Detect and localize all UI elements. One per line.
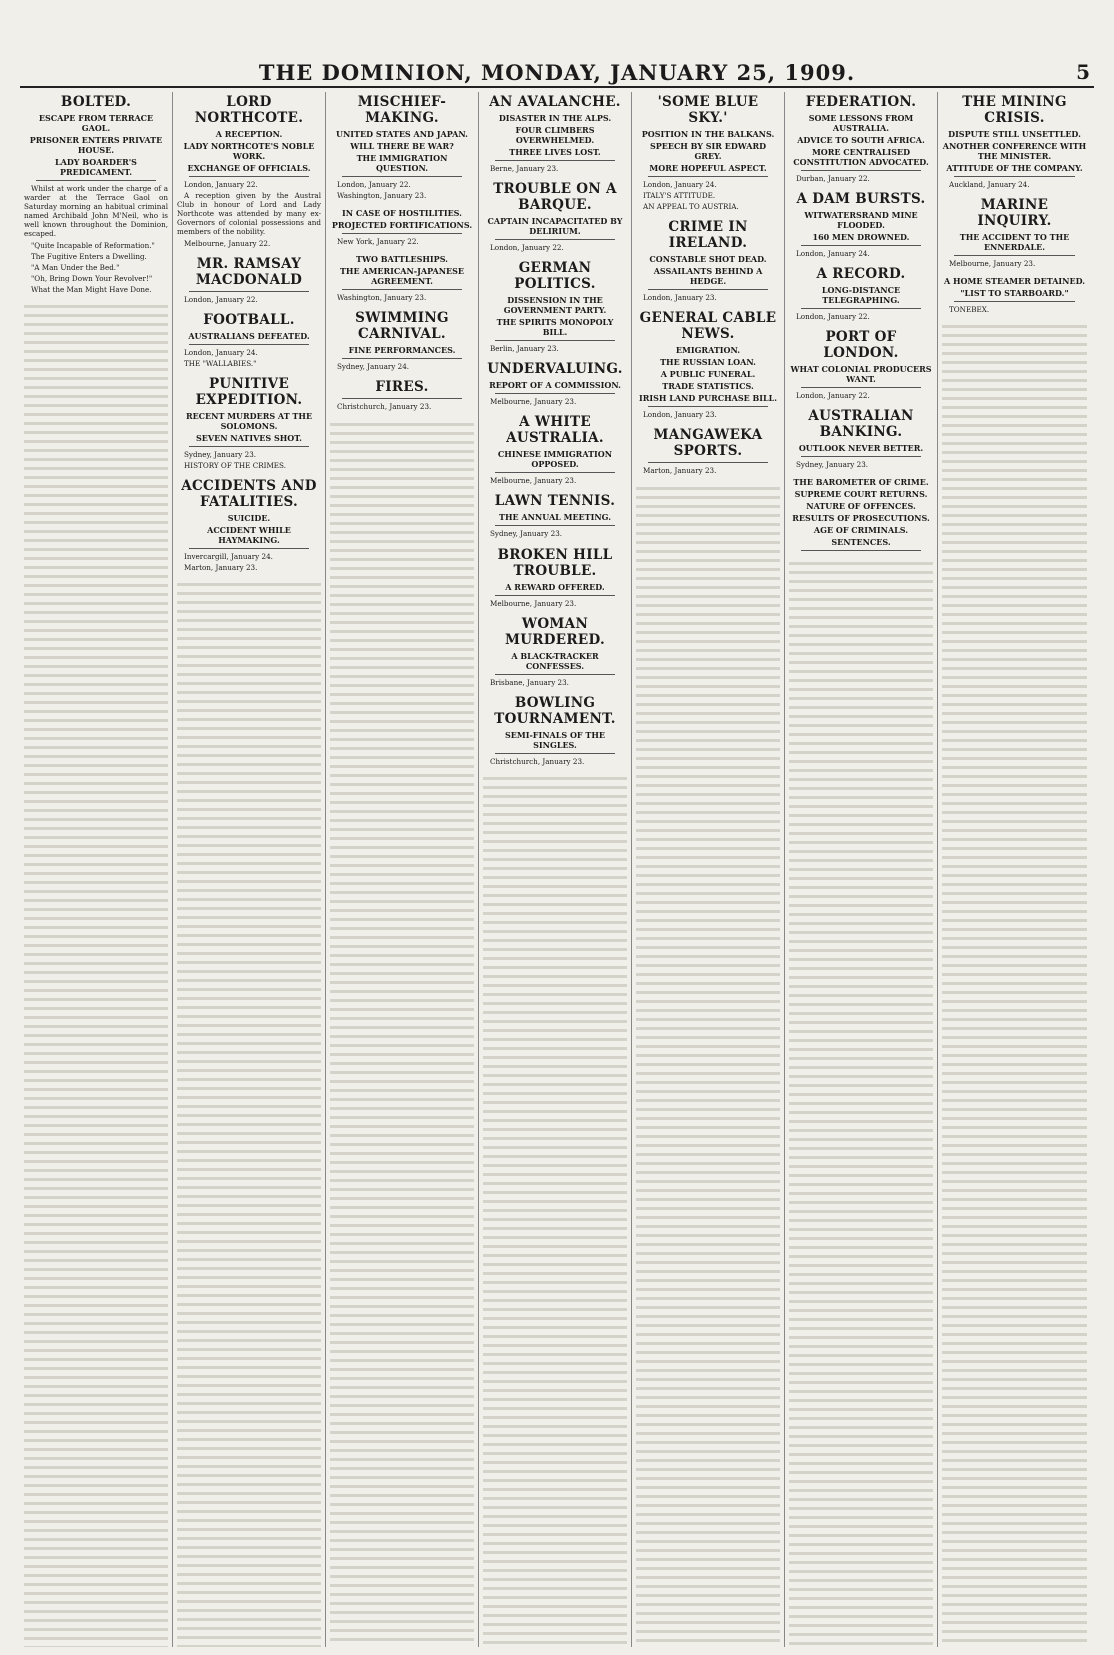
article-paragraph: London, January 24.: [796, 249, 870, 259]
article-subheading: AGE OF CRIMINALS.: [813, 525, 909, 536]
article-subheading: THE ANNUAL MEETING.: [499, 512, 611, 523]
divider: [801, 170, 921, 171]
divider: [954, 301, 1075, 302]
article-headline: MANGAWEKA SPORTS.: [653, 427, 763, 460]
divider: [648, 176, 768, 177]
article-paragraph: Sydney, January 24.: [337, 362, 410, 372]
article-subheading: FINE PERFORMANCES.: [348, 345, 456, 356]
article-subheading: THE IMMIGRATION QUESTION.: [356, 153, 448, 173]
article-headline: 'SOME BLUE SKY.': [657, 94, 759, 126]
article-subheading: DISASTER IN THE ALPS.: [498, 113, 612, 123]
divider: [648, 462, 768, 463]
article-headline: TROUBLE ON A BARQUE.: [493, 181, 617, 214]
article-subheading: ASSAILANTS BEHIND A HEDGE.: [653, 266, 763, 287]
article-subheading: EXCHANGE OF OFFICIALS.: [187, 163, 311, 173]
article-paragraph: Marton, January 23.: [643, 466, 717, 476]
article-headline: CRIME IN IRELAND.: [668, 219, 748, 252]
article-paragraph: London, January 22.: [796, 312, 870, 322]
article: [483, 616, 627, 687]
article: [789, 477, 933, 551]
article-subheading: ESCAPE FROM TERRACE GAOL.: [38, 113, 154, 133]
article: [177, 312, 321, 368]
article-subheading: UNITED STATES AND JAPAN.: [336, 129, 468, 139]
article: [483, 361, 627, 406]
article: [483, 181, 627, 252]
article-subheading: ACCIDENT WHILE HAYMAKING.: [207, 525, 291, 546]
article-subheading: DISPUTE STILL UNSETTLED.: [948, 129, 1081, 139]
article-paragraph: Washington, January 23.: [337, 191, 427, 201]
article: [636, 94, 780, 211]
article-paragraph: Melbourne, January 23.: [490, 397, 577, 407]
article-headline: MARINE INQUIRY.: [977, 197, 1052, 230]
divider: [36, 180, 156, 181]
article-subheading: THE RUSSIAN LOAN.: [660, 357, 756, 368]
article-subheading: ATTITUDE OF THE COMPANY.: [946, 163, 1083, 173]
divider: [495, 472, 615, 473]
article-headline: PORT OF LONDON.: [823, 329, 899, 362]
article-subheading: NATURE OF OFFENCES.: [806, 501, 916, 512]
article-paragraph: What the Man Might Have Done.: [31, 284, 152, 294]
article-headline: PUNITIVE EXPEDITION.: [195, 375, 303, 408]
divider: [495, 340, 615, 341]
divider: [954, 255, 1075, 256]
article-paragraph: Marton, January 23.: [184, 563, 258, 573]
article-subheading: WITWATERSRAND MINE FLOODED.: [804, 210, 918, 231]
article-subheading: OUTLOOK NEVER BETTER.: [798, 443, 924, 454]
divider: [801, 387, 921, 388]
article-paragraph: HISTORY OF THE CRIMES.: [184, 461, 287, 471]
article-paragraph: Auckland, January 24.: [949, 180, 1030, 189]
article: [177, 94, 321, 248]
article-subheading: ADVICE TO SOUTH AFRICA.: [797, 135, 925, 145]
divider: [648, 289, 768, 290]
article-paragraph: London, January 24.: [184, 347, 258, 357]
article: [24, 94, 168, 294]
article-subheading: MORE CENTRALISED CONSTITUTION ADVOCATED.: [793, 147, 929, 167]
divider: [954, 176, 1075, 177]
article-subheading: CONSTABLE SHOT DEAD.: [649, 254, 767, 265]
article-subheading: DISSENSION IN THE GOVERNMENT PARTY.: [503, 295, 607, 316]
article-headline: ACCIDENTS AND FATALITIES.: [181, 478, 317, 511]
article: [483, 547, 627, 608]
divider: [189, 548, 309, 549]
article-headline: GERMAN POLITICS.: [514, 260, 596, 293]
article-paragraph: A reception given by the Austral Club in honour of Lord and Lady Northcote was attended by many ex-Governors of colonial possessions and members of the nobility.: [177, 191, 321, 237]
article-subheading: RESULTS OF PROSECUTIONS.: [792, 513, 930, 524]
article: [483, 695, 627, 766]
divider: [801, 550, 921, 551]
article-subheading: REPORT OF A COMMISSION.: [489, 380, 621, 391]
article-paragraph: "Oh, Bring Down Your Revolver!": [31, 273, 153, 283]
article-subheading: "LIST TO STARBOARD.": [960, 288, 1069, 299]
article-headline: A RECORD.: [816, 266, 906, 283]
article-headline: FIRES.: [375, 379, 429, 396]
article-headline: A DAM BURSTS.: [796, 191, 926, 208]
article-headline: A WHITE AUSTRALIA.: [506, 414, 604, 447]
article-paragraph: "A Man Under the Bed.": [31, 262, 120, 272]
article-paragraph: ITALY'S ATTITUDE.: [643, 191, 716, 201]
article-subheading: EMIGRATION.: [675, 345, 741, 356]
article-paragraph: London, January 22.: [337, 180, 411, 189]
column-4: [479, 92, 632, 1647]
article-subheading: A HOME STEAMER DETAINED.: [943, 276, 1086, 287]
article-subheading: A RECEPTION.: [215, 129, 283, 139]
divider: [342, 358, 462, 359]
body-text-block: [789, 559, 933, 1647]
body-text-block: [483, 774, 627, 1647]
divider: [495, 239, 615, 240]
article: [942, 276, 1087, 314]
article-subheading: WHAT COLONIAL PRODUCERS WANT.: [790, 364, 932, 385]
body-text-block: [636, 484, 780, 1647]
article-paragraph: Melbourne, January 23.: [949, 259, 1036, 269]
article-headline: UNDERVALUING.: [487, 361, 623, 378]
column-2: [173, 92, 326, 1647]
article-paragraph: London, January 22.: [184, 294, 258, 304]
article-headline: WOMAN MURDERED.: [504, 615, 606, 648]
column-6: [785, 92, 938, 1647]
article-paragraph: London, January 23.: [643, 410, 717, 420]
article: [636, 427, 780, 475]
masthead: [20, 58, 1094, 88]
article: [483, 493, 627, 538]
article-subheading: IRISH LAND PURCHASE BILL.: [638, 393, 778, 404]
article-subheading: FOUR CLIMBERS OVERWHELMED.: [515, 125, 595, 145]
article: [330, 254, 474, 302]
divider: [495, 753, 615, 754]
divider: [189, 291, 309, 292]
article-paragraph: TONEBEX.: [949, 305, 990, 315]
divider: [342, 176, 462, 177]
article-headline: GENERAL CABLE NEWS.: [639, 310, 777, 343]
article-paragraph: London, January 23.: [643, 293, 717, 303]
column-7: [938, 92, 1091, 1647]
article-paragraph: Sydney, January 23.: [796, 460, 869, 470]
article-subheading: POSITION IN THE BALKANS.: [641, 129, 775, 139]
article-paragraph: Whilst at work under the charge of a warder at the Terrace Gaol on Saturday morning an habitual criminal named Archibald John M'Neil, who is well known throughout the Dominion, escaped.: [24, 184, 168, 239]
article-subheading: PROJECTED FORTIFICATIONS.: [331, 220, 473, 231]
article-subheading: SUICIDE.: [227, 513, 271, 524]
article-subheading: SPEECH BY SIR EDWARD GREY.: [649, 141, 767, 161]
article-subheading: CHINESE IMMIGRATION OPPOSED.: [497, 449, 613, 470]
article: [789, 94, 933, 183]
article-subheading: MORE HOPEFUL ASPECT.: [649, 163, 767, 173]
article: [789, 329, 933, 400]
article-paragraph: "Quite Incapable of Reformation.": [31, 240, 155, 250]
article-paragraph: Sydney, January 23.: [184, 449, 257, 459]
article-subheading: THE AMERICAN-JAPANESE AGREEMENT.: [339, 266, 465, 287]
article-headline: BOLTED.: [60, 94, 132, 110]
page-number: 5: [1076, 60, 1090, 84]
article-subheading: PRISONER ENTERS PRIVATE HOUSE.: [29, 135, 163, 155]
article-headline: MR. RAMSAY MACDONALD: [195, 255, 303, 288]
divider: [189, 446, 309, 447]
article: [177, 478, 321, 572]
article-headline: THE MINING CRISIS.: [962, 94, 1067, 126]
divider: [342, 233, 462, 234]
article: [942, 94, 1087, 189]
article-subheading: SOME LESSONS FROM AUSTRALIA.: [808, 113, 914, 133]
divider: [495, 393, 615, 394]
article: [483, 414, 627, 485]
article-paragraph: Christchurch, January 23.: [490, 756, 585, 766]
article-headline: FEDERATION.: [805, 94, 917, 110]
article-subheading: CAPTAIN INCAPACITATED BY DELIRIUM.: [487, 216, 623, 237]
article-paragraph: Berne, January 23.: [490, 164, 559, 173]
article-headline: LORD NORTHCOTE.: [194, 94, 304, 126]
article-subheading: SUPREME COURT RETURNS.: [794, 489, 928, 500]
article-subheading: A REWARD OFFERED.: [505, 581, 605, 592]
divider: [342, 398, 462, 399]
article: [330, 94, 474, 200]
article-paragraph: Durban, January 22.: [796, 174, 870, 183]
article-headline: BROKEN HILL TROUBLE.: [497, 546, 613, 579]
article: [789, 408, 933, 469]
column-3: [326, 92, 479, 1647]
article-paragraph: Invercargill, January 24.: [184, 552, 273, 562]
article: [483, 94, 627, 173]
page-title: THE DOMINION, MONDAY, JANUARY 25, 1909.: [258, 60, 856, 85]
article: [789, 191, 933, 258]
article-subheading: RECENT MURDERS AT THE SOLOMONS.: [185, 410, 313, 431]
article-subheading: SENTENCES.: [831, 537, 891, 548]
article: [483, 260, 627, 353]
article-headline: AUSTRALIAN BANKING.: [808, 408, 914, 441]
article-paragraph: New York, January 22.: [337, 237, 419, 247]
article-subheading: THE ACCIDENT TO THE ENNERDALE.: [959, 232, 1070, 253]
body-text-block: [330, 420, 474, 1647]
article-headline: BOWLING TOURNAMENT.: [494, 694, 616, 727]
article-subheading: TWO BATTLESHIPS.: [356, 254, 448, 265]
divider: [648, 406, 768, 407]
column-1: [20, 92, 173, 1647]
article-subheading: IN CASE OF HOSTILITIES.: [342, 208, 462, 219]
article-subheading: LONG-DISTANCE TELEGRAPHING.: [821, 285, 901, 306]
news-columns: [20, 92, 1094, 1647]
article-subheading: WILL THERE BE WAR?: [350, 141, 454, 151]
article-paragraph: Melbourne, January 23.: [490, 476, 577, 486]
divider: [801, 308, 921, 309]
article-paragraph: London, January 24.: [643, 180, 717, 189]
divider: [801, 245, 921, 246]
article-subheading: 160 MEN DROWNED.: [812, 232, 910, 243]
article: [942, 197, 1087, 268]
article-paragraph: London, January 22.: [796, 391, 870, 401]
article-subheading: A PUBLIC FUNERAL.: [660, 369, 756, 380]
article-subheading: ANOTHER CONFERENCE WITH THE MINISTER.: [942, 141, 1087, 161]
article-subheading: A BLACK-TRACKER CONFESSES.: [511, 650, 599, 671]
divider: [495, 525, 615, 526]
article-paragraph: Brisbane, January 23.: [490, 677, 569, 687]
article-paragraph: AN APPEAL TO AUSTRIA.: [643, 202, 739, 212]
article-paragraph: London, January 22.: [490, 243, 564, 253]
article-paragraph: Washington, January 23.: [337, 293, 427, 303]
article-subheading: LADY BOARDER'S PREDICAMENT.: [55, 157, 137, 177]
article-paragraph: Christchurch, January 23.: [337, 402, 432, 412]
article-subheading: LADY NORTHCOTE'S NOBLE WORK.: [183, 141, 315, 161]
article-paragraph: THE "WALLABIES.": [184, 358, 257, 368]
article-subheading: AUSTRALIANS DEFEATED.: [188, 330, 310, 341]
divider: [342, 289, 462, 290]
article: [177, 376, 321, 470]
article-paragraph: Melbourne, January 23.: [490, 598, 577, 608]
article-headline: MISCHIEF-MAKING.: [357, 94, 447, 126]
article-subheading: THE BAROMETER OF CRIME.: [793, 477, 929, 488]
article-subheading: SEVEN NATIVES SHOT.: [196, 432, 302, 443]
article-paragraph: The Fugitive Enters a Dwelling.: [31, 251, 147, 261]
body-text-block: [177, 580, 321, 1647]
article-headline: FOOTBALL.: [203, 311, 295, 328]
article: [636, 219, 780, 302]
divider: [495, 674, 615, 675]
article: [789, 266, 933, 321]
article-paragraph: Melbourne, January 22.: [184, 238, 271, 248]
article-subheading: SEMI-FINALS OF THE SINGLES.: [505, 729, 605, 750]
divider: [189, 176, 309, 177]
column-5: [632, 92, 785, 1647]
article-headline: SWIMMING CARNIVAL.: [355, 310, 449, 343]
divider: [495, 160, 615, 161]
body-text-block: [24, 302, 168, 1647]
article: [330, 208, 474, 246]
article: [330, 379, 474, 411]
article-paragraph: Sydney, January 23.: [490, 529, 563, 539]
article-paragraph: Berlin, January 23.: [490, 344, 559, 354]
article: [636, 310, 780, 419]
article-headline: LAWN TENNIS.: [494, 493, 616, 510]
article-subheading: THREE LIVES LOST.: [509, 147, 601, 157]
article: [330, 310, 474, 371]
article-headline: AN AVALANCHE.: [489, 94, 621, 110]
divider: [189, 344, 309, 345]
article: [177, 256, 321, 304]
article-paragraph: London, January 22.: [184, 180, 258, 189]
divider: [801, 456, 921, 457]
divider: [495, 595, 615, 596]
body-text-block: [942, 322, 1087, 1647]
article-subheading: TRADE STATISTICS.: [662, 381, 754, 392]
article-subheading: THE SPIRITS MONOPOLY BILL.: [496, 317, 614, 338]
